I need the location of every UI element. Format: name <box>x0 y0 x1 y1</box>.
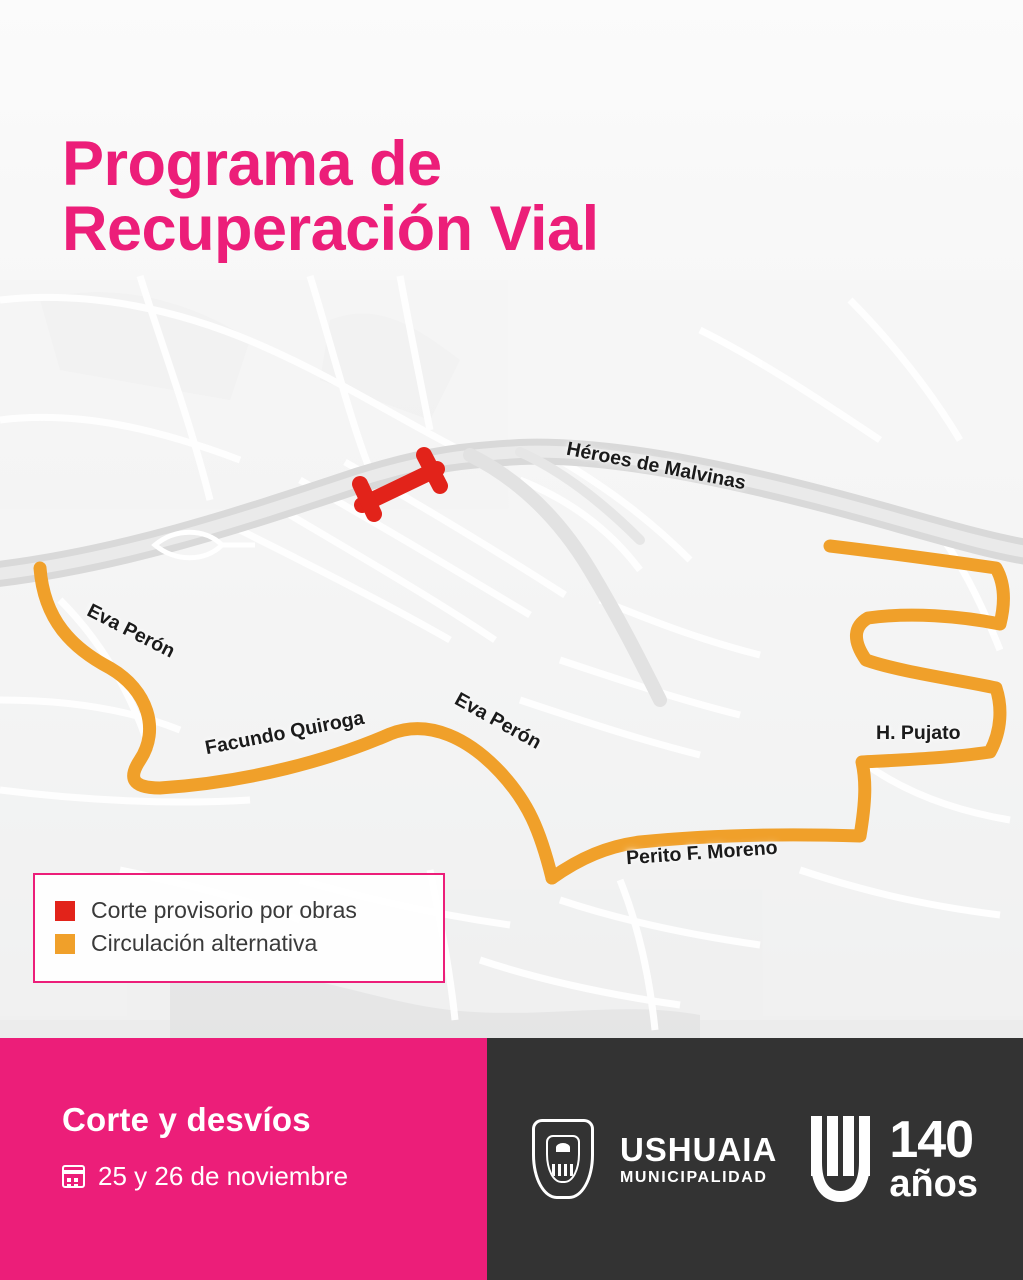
anniversary-word: años <box>889 1162 979 1205</box>
brand-lockup <box>619 1130 778 1186</box>
legend-item-detour <box>55 930 423 957</box>
street-label-facundo-quiroga: Facundo Quiroga <box>203 706 366 760</box>
street-label-perito-f-moreno: Perito F. Moreno <box>625 836 779 870</box>
page-title-line-2: Recuperación Vial <box>62 193 599 264</box>
page-title <box>62 129 862 264</box>
legend-label-detour: Circulación alternativa <box>91 930 318 956</box>
anniversary-number: 140 <box>889 1111 974 1170</box>
legend-item-closure <box>55 897 423 924</box>
footer-title: Corte y desvíos <box>62 1101 311 1138</box>
brand-name: USHUAIA <box>619 1130 778 1168</box>
square-swatch-icon <box>55 934 75 954</box>
footer-date-row <box>62 1161 487 1192</box>
footer-brand-panel <box>487 1038 1023 1280</box>
footer-date-text: 25 y 26 de noviembre <box>98 1161 349 1191</box>
street-label-h-pujato: H. Pujato <box>876 722 961 744</box>
street-label-eva-peron-west: Eva Perón <box>83 599 179 663</box>
calendar-icon <box>62 1165 85 1188</box>
brand-subtitle: MUNICIPALIDAD <box>619 1168 768 1186</box>
ushuaia-crest-icon <box>532 1119 594 1199</box>
ushuaia-u-logo-icon <box>809 1116 875 1202</box>
anniversary-text <box>889 1111 979 1205</box>
street-label-heroes-de-malvinas: Héroes de Malvinas <box>564 437 748 495</box>
footer-info-panel <box>0 1038 487 1280</box>
anniversary-lockup <box>809 1111 979 1205</box>
footer <box>0 1038 1023 1280</box>
map-legend <box>33 873 445 983</box>
square-swatch-icon <box>55 901 75 921</box>
street-label-eva-peron-center: Eva Perón <box>450 688 545 754</box>
page-title-line-1: Programa de <box>62 129 442 199</box>
legend-label-closure: Corte provisorio por obras <box>91 897 357 923</box>
